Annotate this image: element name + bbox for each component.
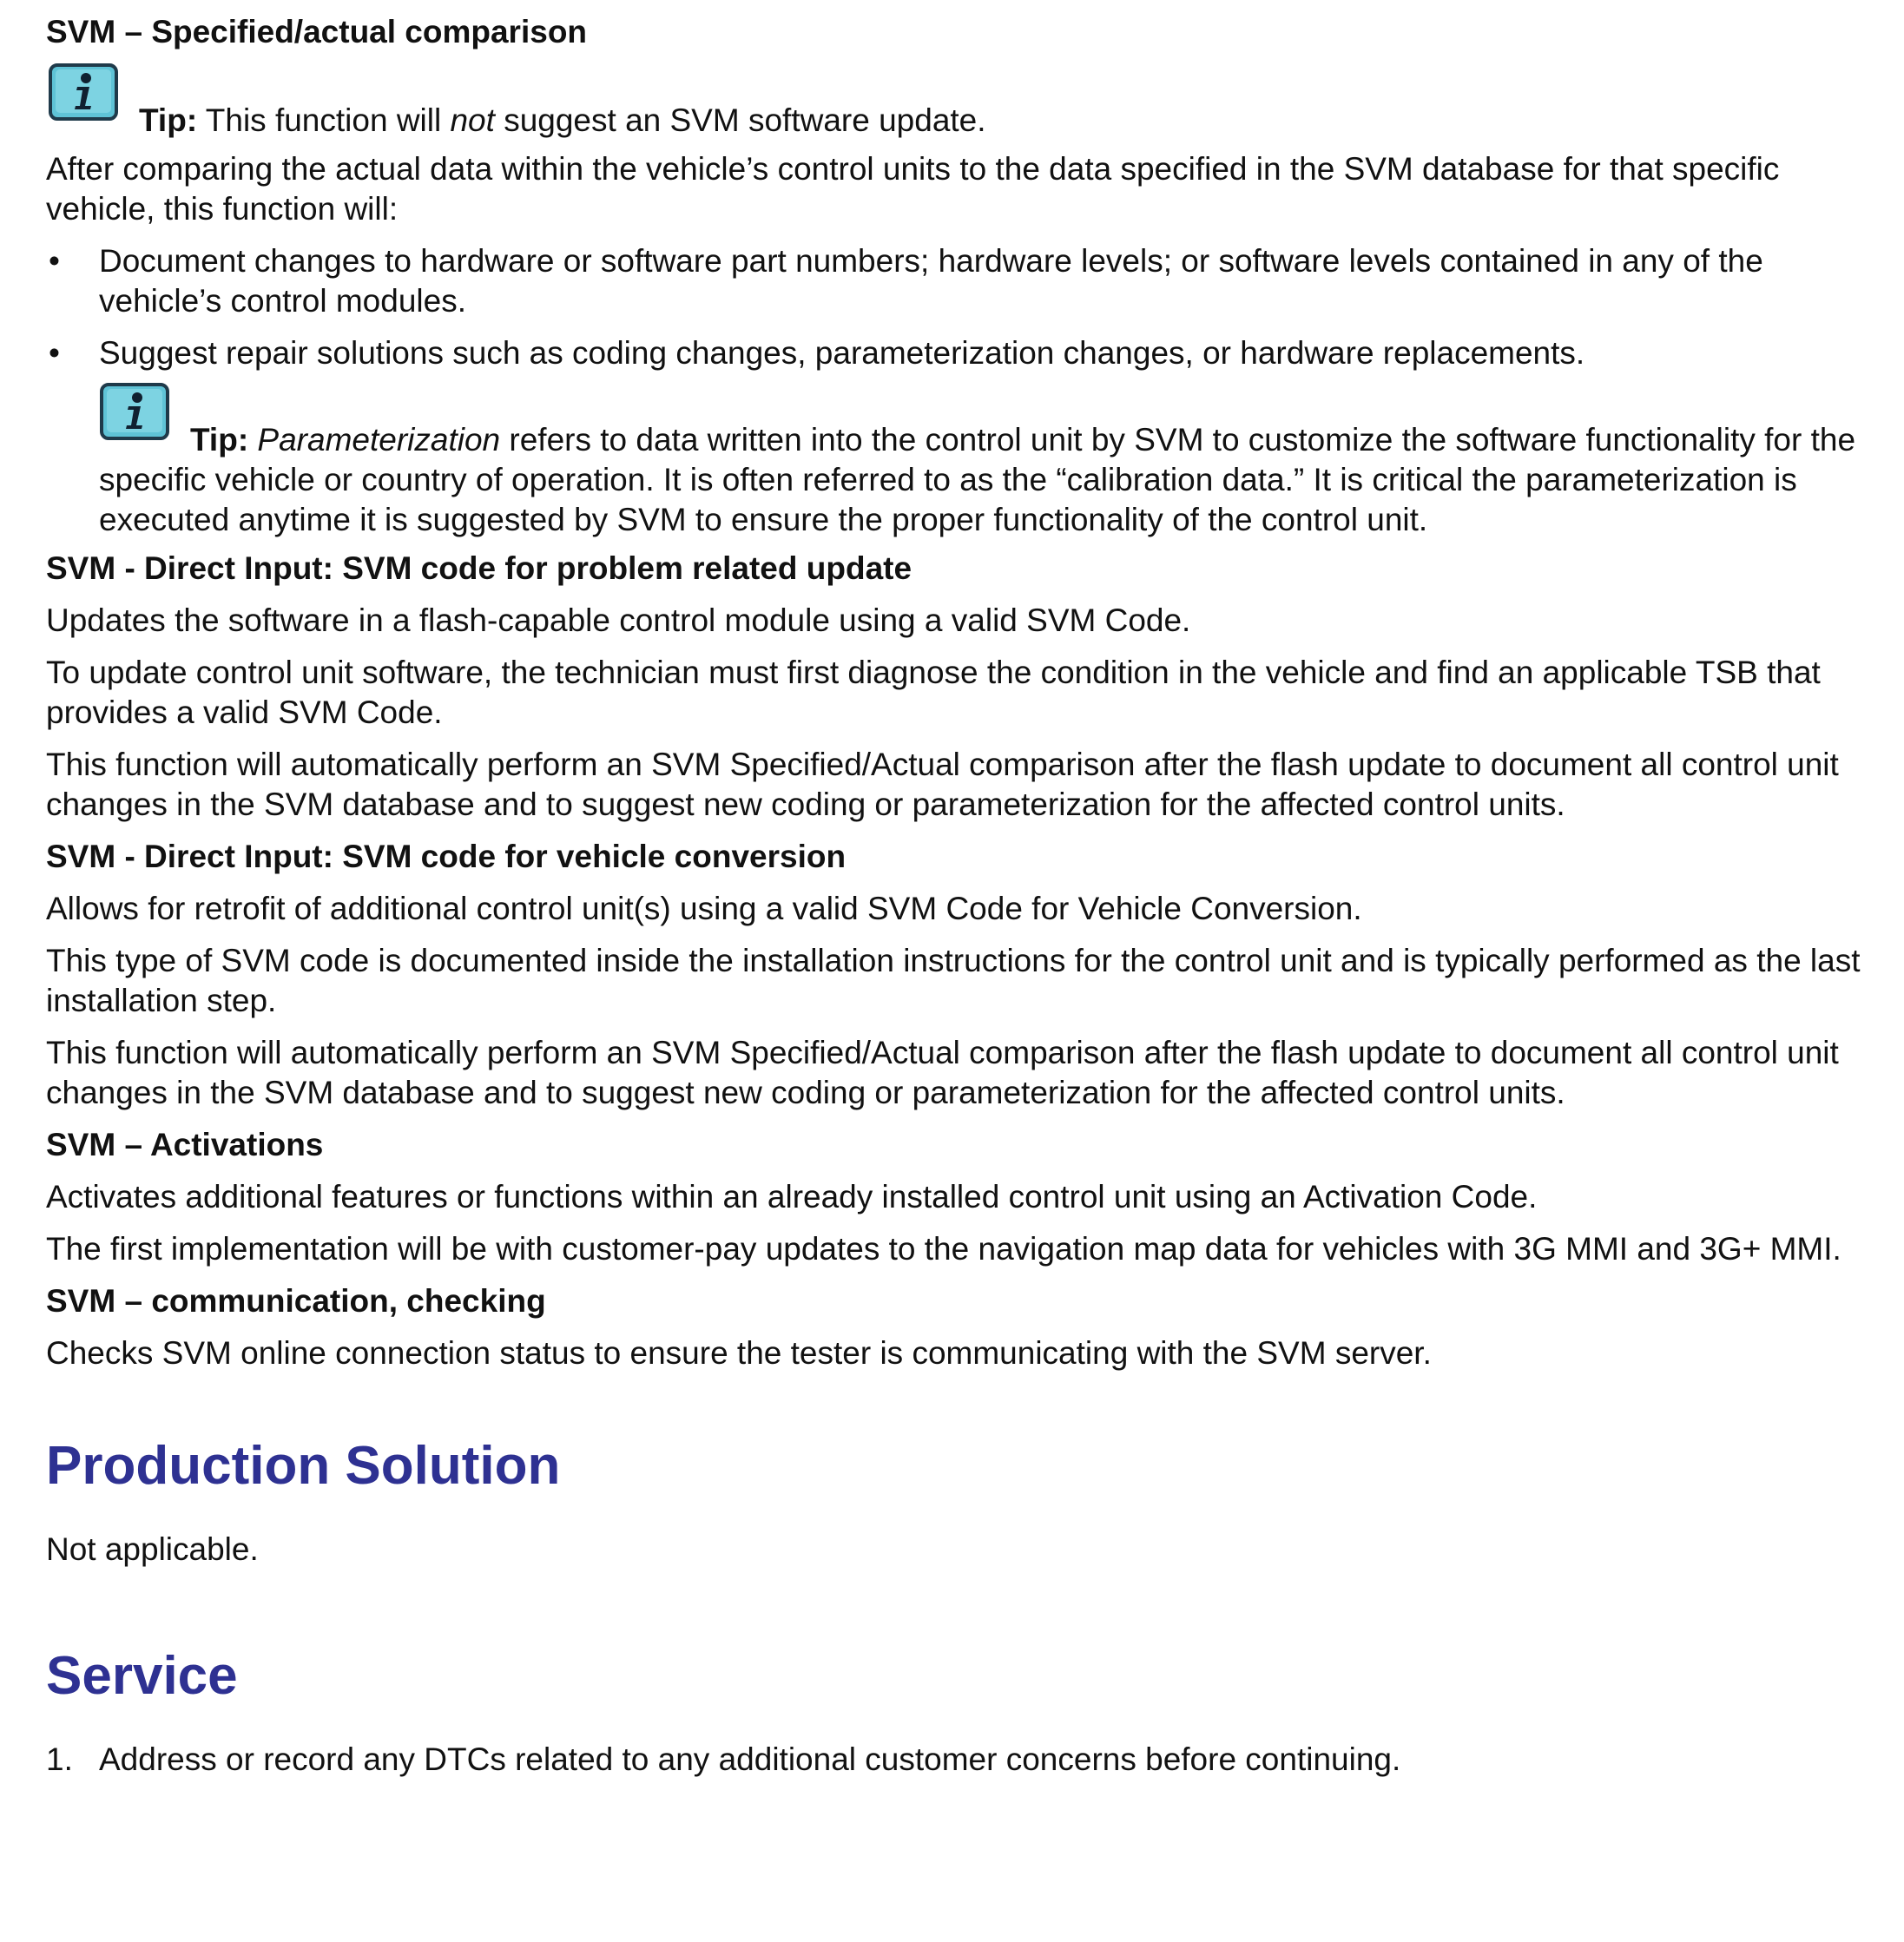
info-icon: [48, 63, 119, 123]
bullet-icon: •: [49, 243, 60, 279]
heading-vehicle-conversion: SVM - Direct Input: SVM code for vehicle conversion: [46, 839, 847, 874]
tip-text-pre: This function will: [205, 102, 442, 138]
service-step: [46, 1740, 1861, 1780]
tip-parameterization: [99, 382, 1861, 540]
paragraph: Checks SVM online connection status to ensure the tester is communicating with the SVM server.: [46, 1335, 1432, 1371]
intro-paragraph: After comparing the actual data within the vehicle’s control units to the data specified in the SVM database for that specific vehicle, this function will:: [46, 151, 1780, 227]
bullet-icon: •: [49, 335, 60, 371]
heading-specified-actual: SVM – Specified/actual comparison: [46, 14, 588, 49]
paragraph: The first implementation will be with customer-pay updates to the navigation map data for vehicles with 3G MMI and 3G+ MMI.: [46, 1231, 1841, 1267]
step-number: 1.: [46, 1741, 73, 1777]
paragraph: Updates the software in a flash-capable control module using a valid SVM Code.: [46, 602, 1191, 638]
tip-text-emphasis: not: [450, 102, 495, 138]
paragraph: This function will automatically perform an SVM Specified/Actual comparison after the flash update to document all control unit changes in the SVM database and to suggest new coding or parameterization for the affected control units.: [46, 1035, 1839, 1110]
tip-text-post: suggest an SVM software update.: [504, 102, 986, 138]
step-text: Address or record any DTCs related to any additional customer concerns before continuing.: [99, 1741, 1401, 1777]
heading-communication: SVM – communication, checking: [46, 1283, 546, 1319]
tip-label: Tip:: [190, 422, 249, 458]
heading-activations: SVM – Activations: [46, 1127, 324, 1162]
bullet-list: [46, 241, 1861, 373]
bullet-text: Suggest repair solutions such as coding changes, parameterization changes, or hardware replacements.: [99, 335, 1585, 371]
paragraph: Allows for retrofit of additional control unit(s) using a valid SVM Code for Vehicle Conversion.: [46, 891, 1362, 926]
bullet-item: [46, 333, 1861, 373]
bullet-text: Document changes to hardware or software part numbers; hardware levels; or software levels contained in any of the vehicle’s control modules.: [99, 243, 1763, 319]
paragraph: This function will automatically perform an SVM Specified/Actual comparison after the flash update to document all control unit changes in the SVM database and to suggest new coding or parameterization for the affected control units.: [46, 747, 1839, 822]
tip-text: refers to data written into the control unit by SVM to customize the software functionality for the specific vehicle or country of operation. It is often referred to as the “calibration data.” It is critical the parameterization is executed anytime it is suggested by SVM to ensure the proper functionality of the control unit.: [99, 422, 1856, 537]
paragraph: Activates additional features or functions within an already installed control unit using an Activation Code.: [46, 1179, 1538, 1215]
info-icon: [99, 382, 170, 443]
bullet-item: [46, 241, 1861, 321]
tip-label: Tip:: [139, 102, 198, 138]
service-steps: [46, 1740, 1861, 1780]
paragraph: To update control unit software, the technician must first diagnose the condition in the vehicle and find an applicable TSB that provides a valid SVM Code.: [46, 655, 1821, 730]
tip-text-emphasis: Parameterization: [257, 422, 501, 458]
section-title-production-solution: Production Solution: [46, 1436, 561, 1496]
tip-software-update: [46, 61, 1861, 141]
section-title-service: Service: [46, 1646, 238, 1706]
paragraph: This type of SVM code is documented inside the installation instructions for the control unit and is typically performed as the last installation step.: [46, 943, 1861, 1018]
heading-problem-update: SVM - Direct Input: SVM code for problem related update: [46, 550, 912, 586]
document-page: [46, 12, 1861, 1780]
paragraph: Not applicable.: [46, 1531, 259, 1567]
